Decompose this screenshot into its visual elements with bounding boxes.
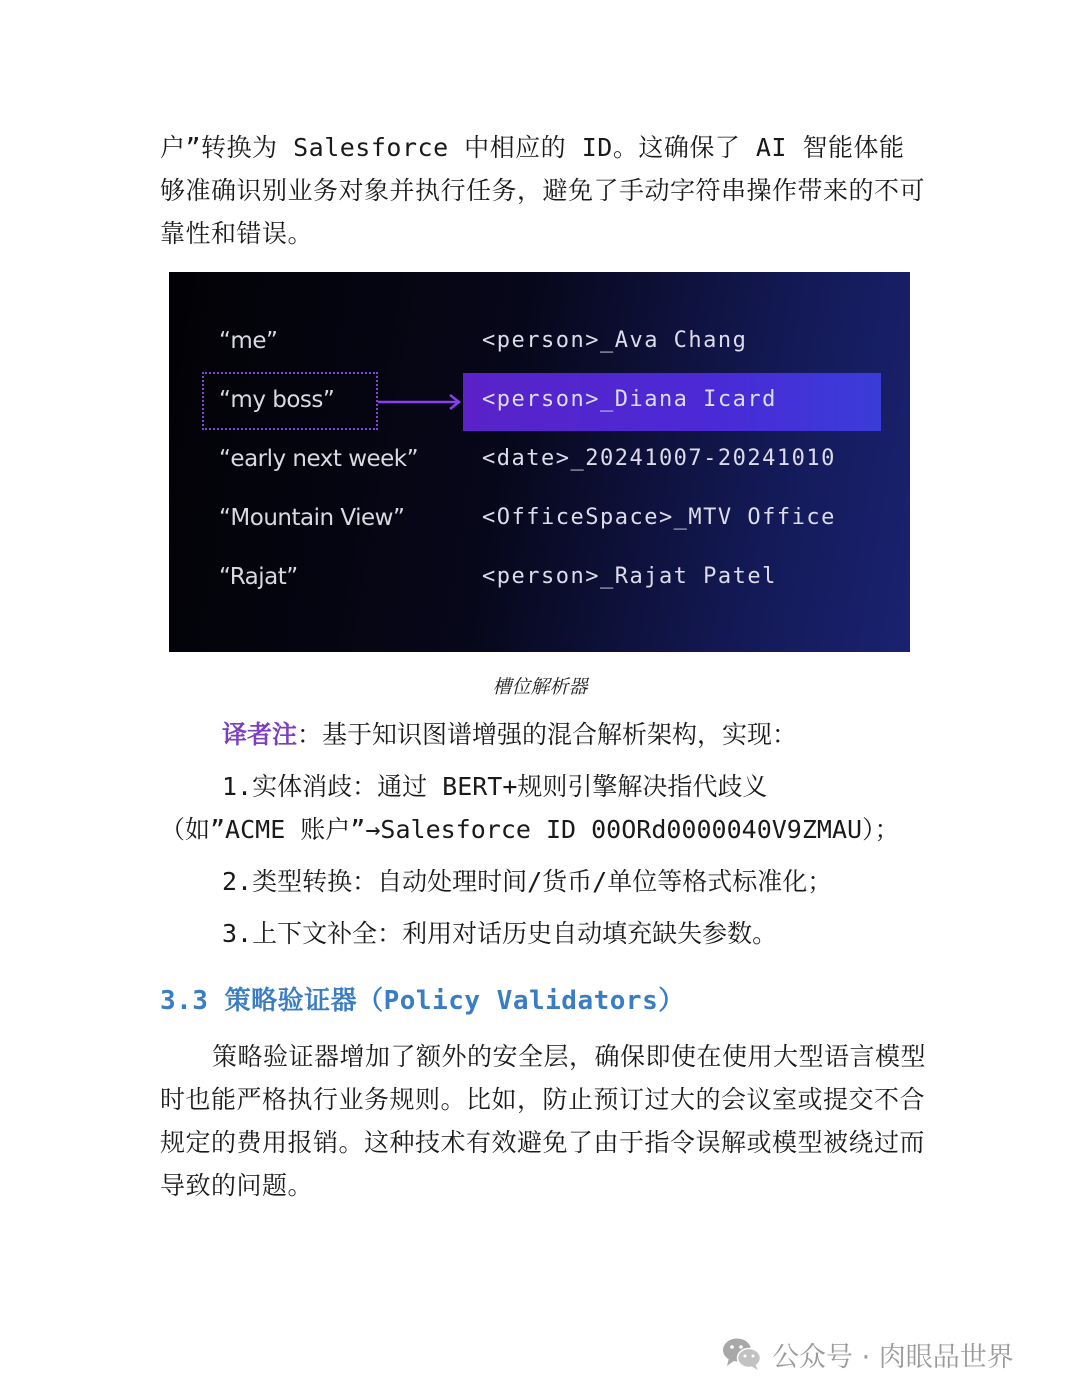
slot-resolver-figure <box>169 272 910 652</box>
phrase-text: “Mountain View” <box>219 505 405 531</box>
wechat-icon <box>722 1336 762 1372</box>
mapping-row <box>169 432 910 491</box>
mapping-row <box>169 373 910 432</box>
mapping-row <box>169 491 910 550</box>
resolved-text: <person>_Rajat Patel <box>482 564 777 589</box>
mapping-row <box>169 550 910 609</box>
figure-caption: 槽位解析器 <box>492 676 588 698</box>
phrase-text: “me” <box>219 328 278 354</box>
footer-text: 公众号 · 肉眼品世界 <box>772 1341 1014 1373</box>
resolved-text: <person>_Diana Icard <box>482 387 777 412</box>
note-label: 译者注 <box>222 720 298 749</box>
resolved-text: <person>_Ava Chang <box>482 328 748 353</box>
footer-watermark <box>722 1334 1014 1374</box>
phrase-text: “early next week” <box>219 446 419 472</box>
resolved-text: <date>_20241007-20241010 <box>482 446 836 471</box>
note-item-1: 1.实体消歧：通过 BERT+规则引擎解决指代歧义 <box>222 772 768 801</box>
note-item-2: 2.类型转换：自动处理时间/货币/单位等格式标准化； <box>222 867 833 896</box>
intro-paragraph: 户”转换为 Salesforce 中相应的 ID。这确保了 AI 智能体能够准确识别业务对象并执行任务，避免了手动字符串操作带来的不可靠性和错误。 <box>160 133 926 248</box>
phrase-text: “Rajat” <box>219 564 298 590</box>
note-intro: ：基于知识图谱增强的混合解析架构，实现： <box>297 720 798 749</box>
section-heading: 3.3 策略验证器（Policy Validators） <box>160 986 685 1016</box>
note-item-1-continued: （如”ACME 账户”→Salesforce ID 00ORd0000040V9ZMAU）； <box>160 815 900 844</box>
note-item-3: 3.上下文补全：利用对话历史自动填充缺失参数。 <box>222 919 778 948</box>
body-paragraph: 策略验证器增加了额外的安全层，确保即使在使用大型语言模型时也能严格执行业务规则。比如，防止预订过大的会议室或提交不合规定的费用报销。这种技术有效避免了由于指令误解或模型被绕过而导致的问题。 <box>160 1042 927 1200</box>
translator-note <box>222 720 797 750</box>
resolved-text: <OfficeSpace>_MTV Office <box>482 505 836 530</box>
mapping-row <box>169 314 910 373</box>
phrase-text: “my boss” <box>219 387 335 413</box>
